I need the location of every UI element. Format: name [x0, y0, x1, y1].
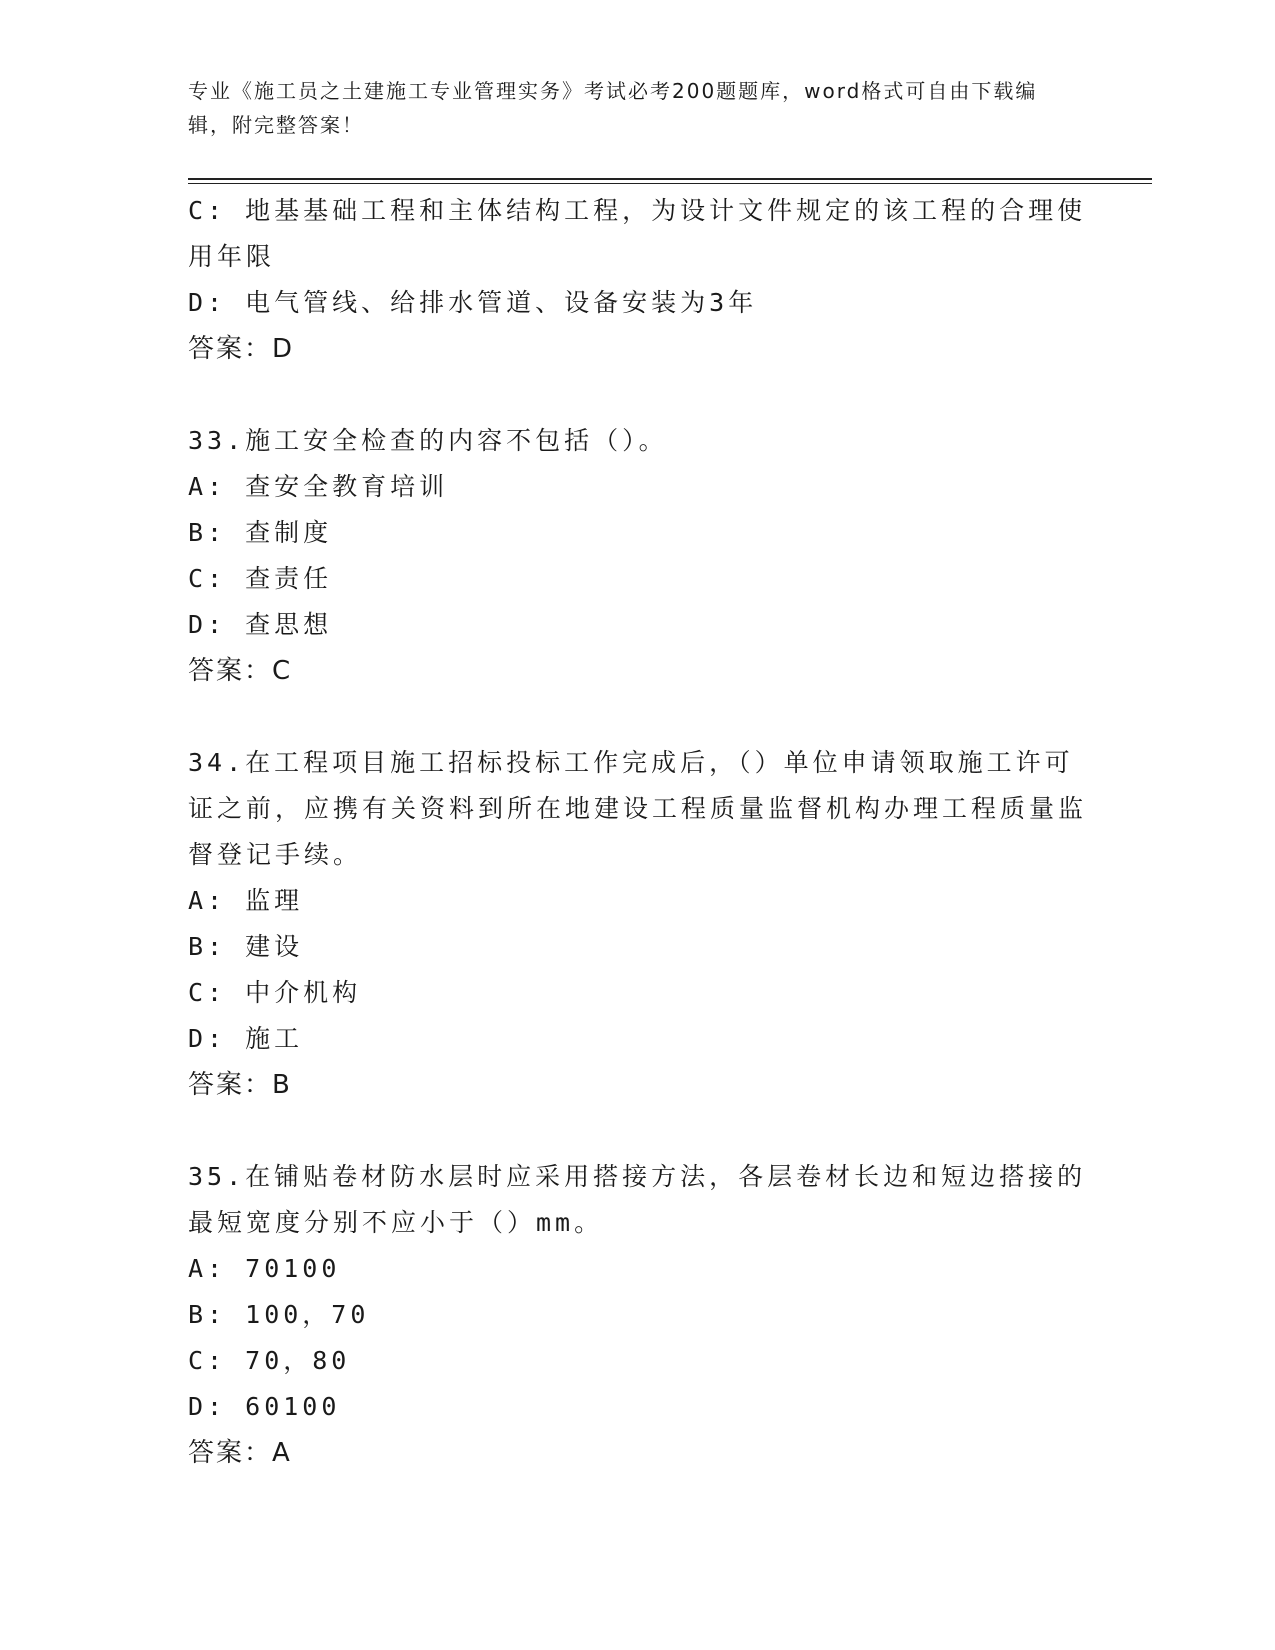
- question-stem: 33.施工安全检查的内容不包括（）。: [188, 426, 668, 455]
- option-b: B: 查制度: [188, 518, 333, 547]
- question-35: [188, 1154, 1088, 1476]
- option-c-continued: C: 地基基础工程和主体结构工程，为设计文件规定的该工程的合理使用年限: [188, 196, 1087, 271]
- option-d-continued: D: 电气管线、给排水管道、设备安装为3年: [188, 288, 758, 317]
- document-title: 专业《施工员之土建施工专业管理实务》考试必考200题题库，word格式可自由下载编辑，附完整答案！: [188, 79, 1038, 137]
- header-rule-thick: [188, 178, 1152, 180]
- spacer: [188, 1108, 1088, 1154]
- option-c: C: 中介机构: [188, 978, 362, 1007]
- question-stem: 35.在铺贴卷材防水层时应采用搭接方法，各层卷材长边和短边搭接的最短宽度分别不应小于（）mm。: [188, 1162, 1087, 1237]
- answer: 答案：B: [188, 1070, 292, 1100]
- option-a: A: 查安全教育培训: [188, 472, 449, 501]
- answer: 答案：C: [188, 656, 293, 686]
- option-c: C: 70，80: [188, 1346, 351, 1375]
- question-stem: 34.在工程项目施工招标投标工作完成后，（）单位申请领取施工许可证之前，应携有关资料到所在地建设工程质量监督机构办理工程质量监督登记手续。: [188, 748, 1088, 869]
- option-c: C: 查责任: [188, 564, 333, 593]
- spacer: [188, 694, 1088, 740]
- header-rule-thin: [188, 183, 1152, 184]
- option-a: A: 监理: [188, 886, 304, 915]
- question-33: [188, 418, 1088, 694]
- question-34: [188, 740, 1088, 1108]
- question-content: [188, 188, 1088, 1476]
- option-d: D: 施工: [188, 1024, 304, 1053]
- option-a: A: 70100: [188, 1254, 341, 1283]
- option-d: D: 60100: [188, 1392, 341, 1421]
- option-b: B: 建设: [188, 932, 304, 961]
- spacer: [188, 372, 1088, 418]
- answer-continued: 答案：D: [188, 334, 295, 364]
- answer: 答案：A: [188, 1438, 292, 1468]
- option-d: D: 查思想: [188, 610, 333, 639]
- option-b: B: 100，70: [188, 1300, 370, 1329]
